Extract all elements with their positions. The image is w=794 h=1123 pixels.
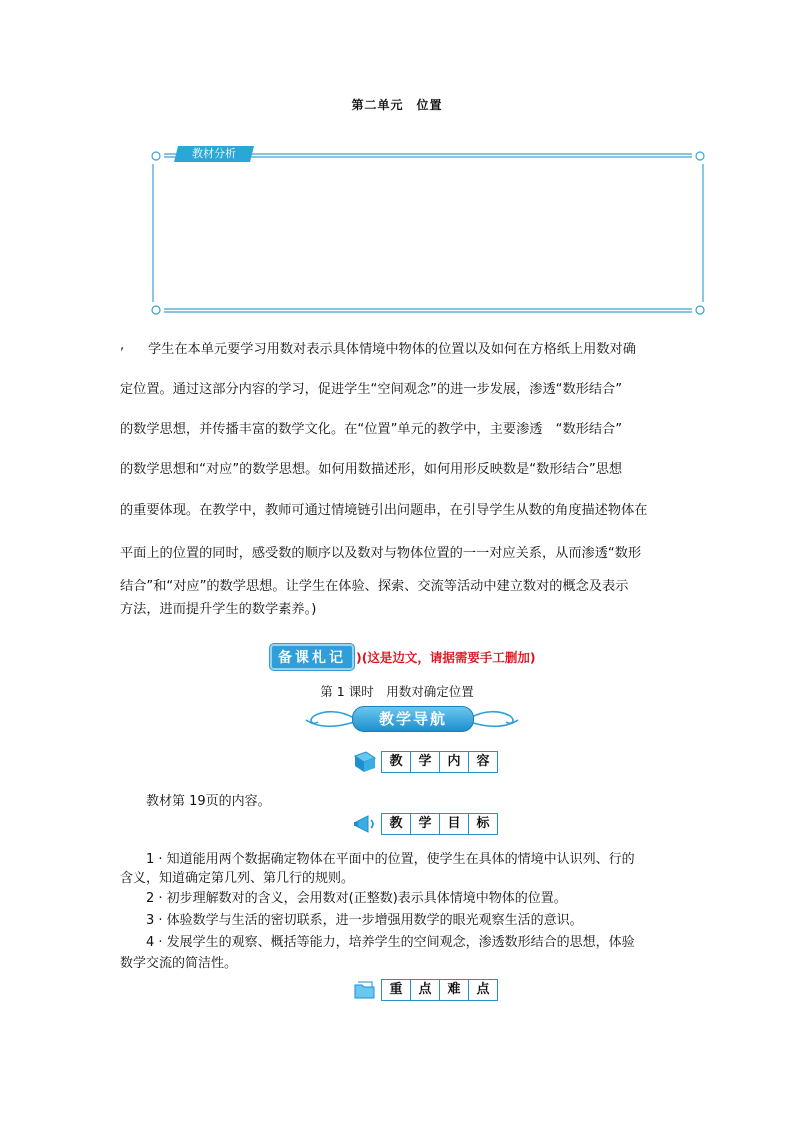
- lead-mark: ,: [120, 338, 125, 353]
- section-char: 学: [410, 814, 439, 834]
- notes-label: 备课札记: [270, 644, 354, 670]
- section-char: 容: [468, 752, 497, 772]
- analysis-line: 的数学思想，并传播丰富的数学文化。在“位置”单元的教学中，主要渗透 “数形结合”: [120, 422, 623, 437]
- analysis-frame: [150, 150, 706, 316]
- section-char: 教: [382, 752, 410, 772]
- section-header-keypoints: [352, 978, 498, 1002]
- analysis-line: 学生在本单元要学习用数对表示具体情境中物体的位置以及如何在方格纸上用数对确: [148, 342, 636, 357]
- nav-banner: 教学导航: [352, 706, 474, 732]
- analysis-tag: 教材分析: [174, 146, 254, 162]
- goal-line: 3 · 体验数学与生活的密切联系，进一步增强用数学的眼光观察生活的意识。: [146, 913, 583, 928]
- frame-border: [150, 150, 706, 316]
- section-char: 标: [468, 814, 497, 834]
- section-header-goals: [352, 812, 498, 836]
- section-char: 点: [468, 980, 497, 1000]
- folder-icon: [352, 978, 378, 1002]
- content-text: 教材第 19页的内容。: [146, 794, 271, 809]
- analysis-line: 方法，进而提升学生的数学素养。): [120, 602, 317, 617]
- lesson-title: 第 1 课时 用数对确定位置: [320, 684, 474, 699]
- section-char: 目: [439, 814, 468, 834]
- section-char: 学: [410, 752, 439, 772]
- section-char: 难: [439, 980, 468, 1000]
- section-char: 内: [439, 752, 468, 772]
- goal-line: 2 · 初步理解数对的含义，会用数对(正整数)表示具体情境中物体的位置。: [146, 891, 567, 906]
- section-char: 重: [382, 980, 410, 1000]
- analysis-line: 的重要体现。在教学中，教师可通过情境链引出问题串，在引导学生从数的角度描述物体在: [120, 503, 648, 518]
- goal-line: 含义，知道确定第几列、第几行的规则。: [120, 871, 355, 886]
- book-icon: [352, 750, 378, 774]
- megaphone-icon: [352, 812, 378, 836]
- goal-line: 数学交流的简洁性。: [120, 956, 238, 971]
- analysis-line: 定位置。通过这部分内容的学习，促进学生“空间观念”的进一步发展，渗透“数形结合”: [120, 382, 623, 397]
- analysis-line: 的数学思想和“对应”的数学思想。如何用数描述形，如何用形反映数是“数形结合”思想: [120, 462, 623, 477]
- analysis-line: 平面上的位置的同时，感受数的顺序以及数对与物体位置的一一对应关系，从而渗透“数形: [120, 546, 642, 561]
- notes-note: )(这是边文，请据需要手工删加): [356, 650, 536, 665]
- goal-line: 4 · 发展学生的观察、概括等能力，培养学生的空间观念，渗透数形结合的思想，体验: [146, 935, 635, 950]
- section-header-content: [352, 750, 498, 774]
- goal-line: 1 · 知道能用两个数据确定物体在平面中的位置，使学生在具体的情境中认识列、行的: [146, 852, 635, 867]
- notes-banner: [270, 646, 536, 668]
- unit-title: 第二单元 位置: [351, 98, 443, 112]
- section-char: 点: [410, 980, 439, 1000]
- section-char: 教: [382, 814, 410, 834]
- analysis-line: 结合”和“对应”的数学思想。让学生在体验、探索、交流等活动中建立数对的概念及表示: [120, 579, 629, 594]
